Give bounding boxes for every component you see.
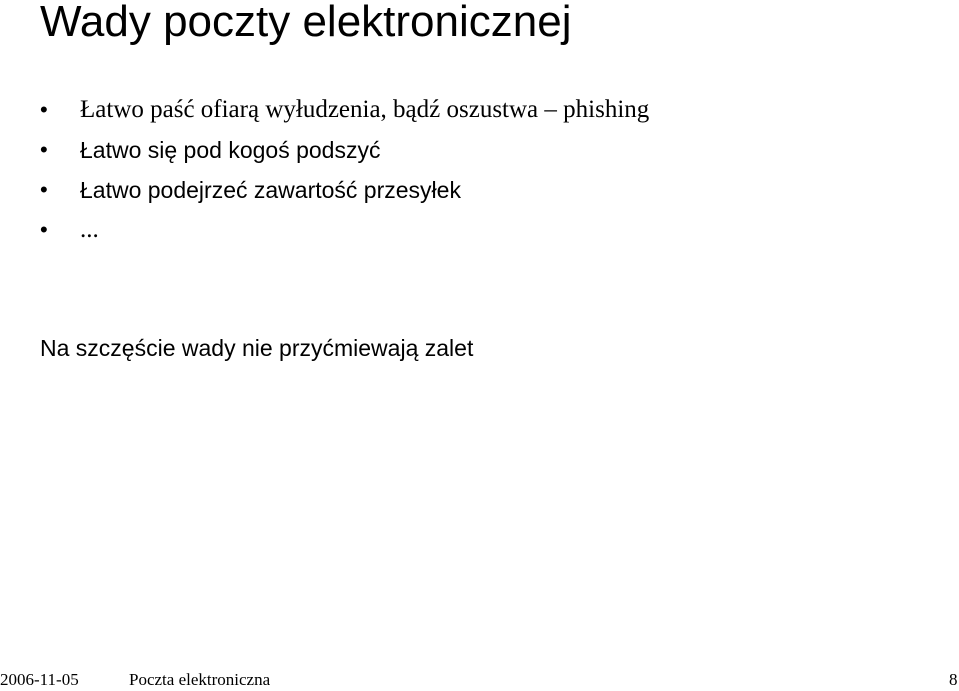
bullet-icon: •	[40, 137, 48, 162]
bullet-text: Łatwo paść ofiarą wyłudzenia, bądź oszustwa – phishing	[80, 96, 650, 123]
bullet-icon: •	[40, 97, 48, 122]
bullet-text: Łatwo się pod kogoś podszyć	[80, 137, 381, 163]
footer-date: 2006-11-05	[0, 670, 79, 689]
bullet-icon: •	[40, 217, 48, 242]
bullet-text: ...	[80, 216, 99, 243]
slide-title: Wady poczty elektronicznej	[40, 0, 572, 46]
footer-title: Poczta elektroniczna	[129, 670, 271, 689]
footer-page-number: 8	[949, 670, 958, 689]
closing-statement: Na szczęście wady nie przyćmiewają zalet	[40, 335, 474, 361]
bullet-text: Łatwo podejrzeć zawartość przesyłek	[80, 177, 461, 203]
bullet-icon: •	[40, 177, 48, 202]
